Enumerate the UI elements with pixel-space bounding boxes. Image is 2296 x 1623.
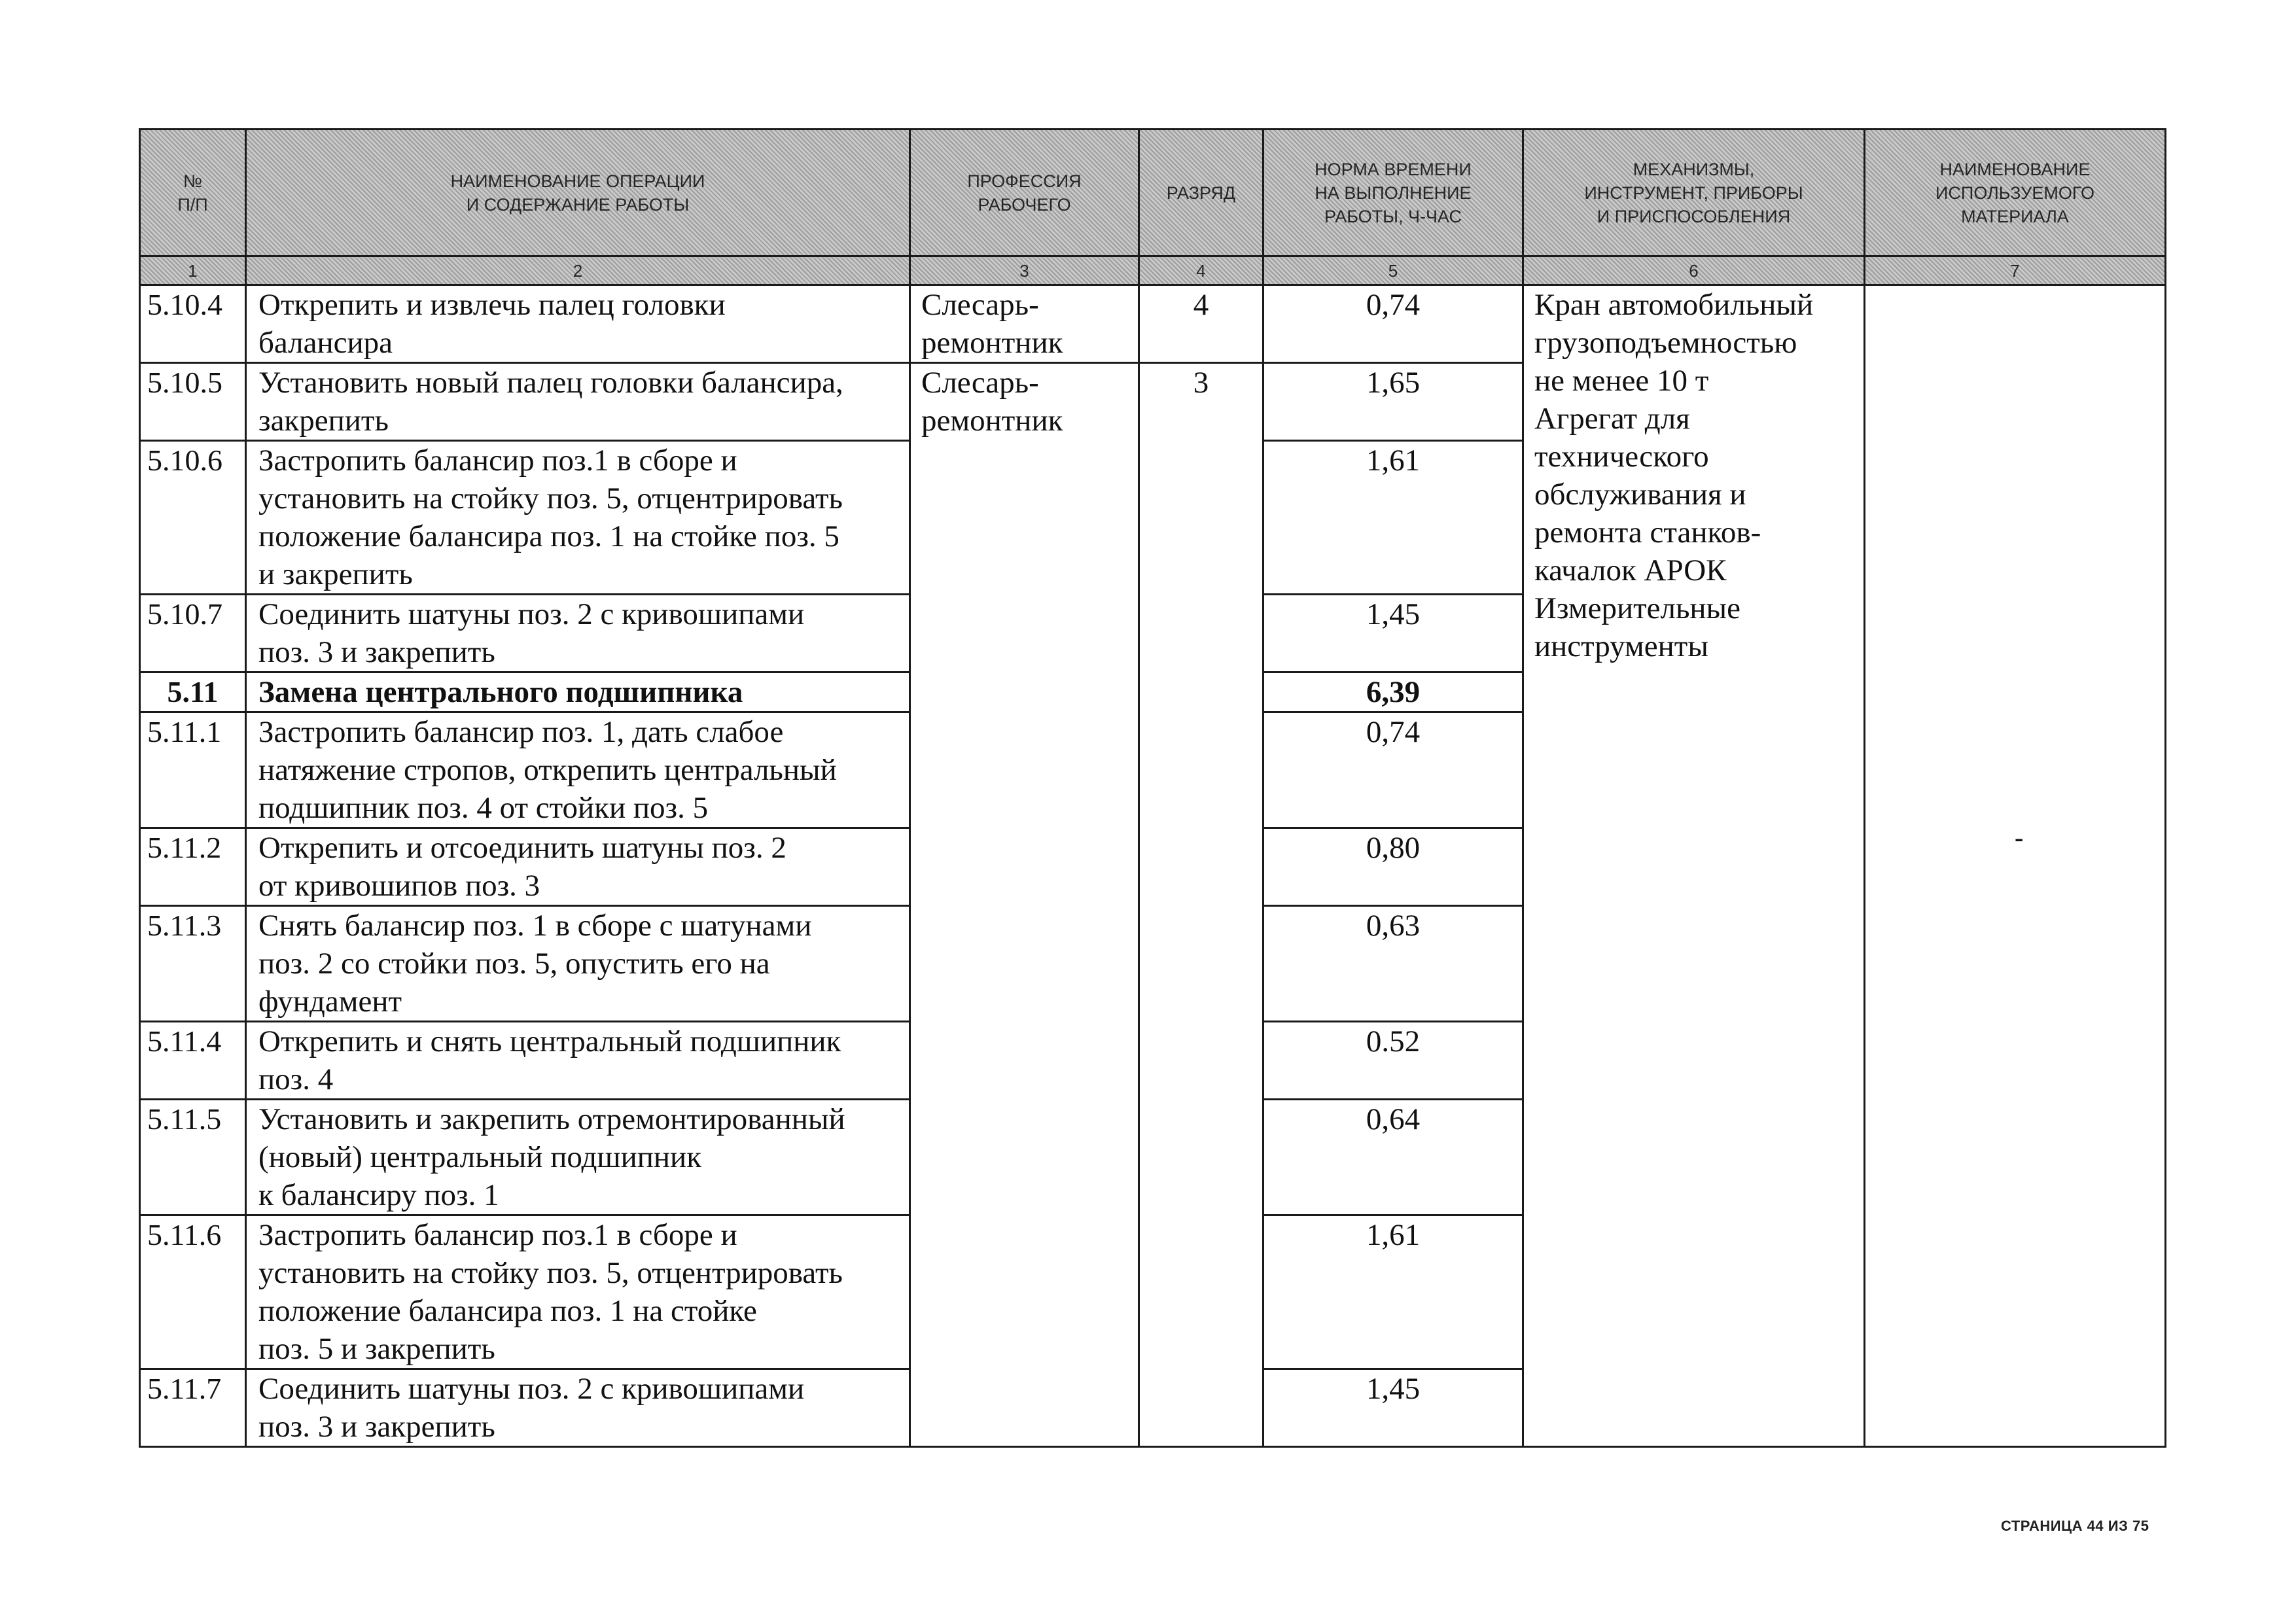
time-norm-cell: 0,74 (1263, 712, 1523, 828)
row-number: 5.11.5 (140, 1100, 246, 1215)
time-norm-cell: 1,61 (1263, 1215, 1523, 1369)
header-tools: МЕХАНИЗМЫ, ИНСТРУМЕНТ, ПРИБОРЫ И ПРИСПОСОБЛЕНИЯ (1523, 130, 1865, 256)
header-material: НАИМЕНОВАНИЕ ИСПОЛЬЗУЕМОГО МАТЕРИАЛА (1865, 130, 2166, 256)
time-norm-cell: 0,63 (1263, 906, 1523, 1022)
section-time-norm: 6,39 (1263, 672, 1523, 712)
operations-table (139, 128, 2166, 1448)
row-number: 5.10.5 (140, 363, 246, 441)
time-norm-cell: 1,45 (1263, 595, 1523, 672)
material-cell (1865, 285, 2166, 1447)
row-number: 5.10.7 (140, 595, 246, 672)
column-number: 1 (140, 256, 246, 285)
column-number-row (140, 256, 2166, 285)
column-number: 6 (1523, 256, 1865, 285)
profession-cell: Слесарь- ремонтник (910, 285, 1139, 363)
column-number: 5 (1263, 256, 1523, 285)
row-number: 5.11.7 (140, 1369, 246, 1447)
column-number: 7 (1865, 256, 2166, 285)
page-number: СТРАНИЦА 44 ИЗ 75 (2001, 1518, 2149, 1534)
time-norm-cell: 0.52 (1263, 1022, 1523, 1100)
table-header-row (140, 130, 2166, 256)
time-norm-cell: 0,74 (1263, 285, 1523, 363)
operation-text: Соединить шатуны поз. 2 с кривошипами поз. 3 и закрепить (246, 1369, 910, 1447)
column-number: 3 (910, 256, 1139, 285)
table-row (140, 285, 2166, 363)
row-number: 5.10.4 (140, 285, 246, 363)
header-operation: НАИМЕНОВАНИЕ ОПЕРАЦИИ И СОДЕРЖАНИЕ РАБОТЫ (246, 130, 910, 256)
profession-cell: Слесарь- ремонтник (910, 363, 1139, 1447)
time-norm-cell: 0,64 (1263, 1100, 1523, 1215)
material-dash: - (2015, 823, 2024, 852)
section-number: 5.11 (140, 672, 246, 712)
time-norm-cell: 0,80 (1263, 828, 1523, 906)
operation-text: Соединить шатуны поз. 2 с кривошипами поз. 3 и закрепить (246, 595, 910, 672)
operation-text: Застропить балансир поз.1 в сборе и установить на стойку поз. 5, отцентрировать положение балансира поз. 1 на стойке поз. 5 и закрепить (246, 441, 910, 595)
row-number: 5.11.6 (140, 1215, 246, 1369)
header-time-norm: НОРМА ВРЕМЕНИ НА ВЫПОЛНЕНИЕ РАБОТЫ, Ч-ЧАС (1263, 130, 1523, 256)
row-number: 5.10.6 (140, 441, 246, 595)
operation-text: Открепить и извлечь палец головки балансира (246, 285, 910, 363)
row-number: 5.11.1 (140, 712, 246, 828)
header-number: № П/П (140, 130, 246, 256)
rank-cell: 3 (1139, 363, 1263, 1447)
rank-cell: 4 (1139, 285, 1263, 363)
tools-cell: Кран автомобильный грузоподъемностью не менее 10 т Агрегат для технического обслуживания и ремонта станков- качалок АРОК Измерительные инструменты (1523, 285, 1865, 1447)
operation-text: Застропить балансир поз. 1, дать слабое натяжение стропов, открепить центральный подшипник поз. 4 от стойки поз. 5 (246, 712, 910, 828)
column-number: 2 (246, 256, 910, 285)
operation-text: Открепить и снять центральный подшипник поз. 4 (246, 1022, 910, 1100)
operation-text: Снять балансир поз. 1 в сборе с шатунами поз. 2 со стойки поз. 5, опустить его на фундамент (246, 906, 910, 1022)
time-norm-cell: 1,61 (1263, 441, 1523, 595)
section-title: Замена центрального подшипника (246, 672, 910, 712)
row-number: 5.11.3 (140, 906, 246, 1022)
operation-text: Застропить балансир поз.1 в сборе и установить на стойку поз. 5, отцентрировать положение балансира поз. 1 на стойке поз. 5 и закрепить (246, 1215, 910, 1369)
time-norm-cell: 1,45 (1263, 1369, 1523, 1447)
header-rank: РАЗРЯД (1139, 130, 1263, 256)
operation-text: Установить новый палец головки балансира, закрепить (246, 363, 910, 441)
operation-text: Установить и закрепить отремонтированный (новый) центральный подшипник к балансиру поз. 1 (246, 1100, 910, 1215)
header-profession: ПРОФЕССИЯ РАБОЧЕГО (910, 130, 1139, 256)
row-number: 5.11.2 (140, 828, 246, 906)
operation-text: Открепить и отсоединить шатуны поз. 2 от кривошипов поз. 3 (246, 828, 910, 906)
column-number: 4 (1139, 256, 1263, 285)
time-norm-cell: 1,65 (1263, 363, 1523, 441)
row-number: 5.11.4 (140, 1022, 246, 1100)
